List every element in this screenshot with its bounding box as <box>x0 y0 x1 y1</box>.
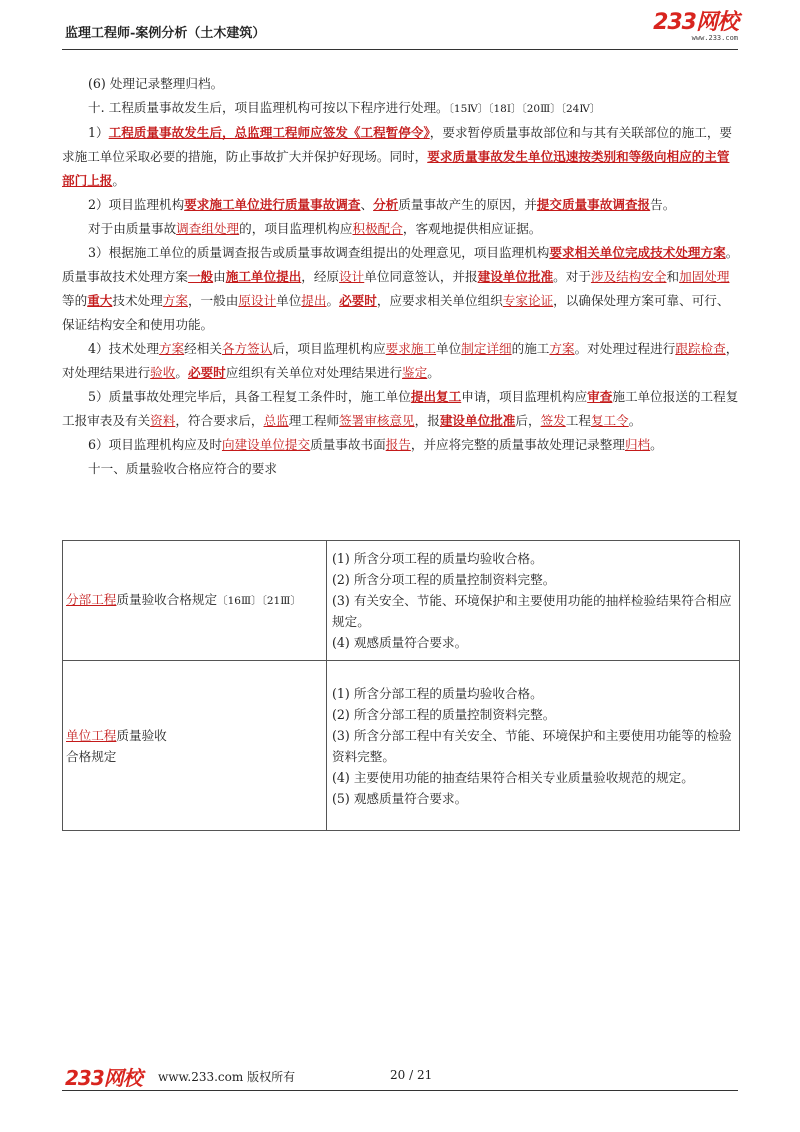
table-cell-subdivision-items <box>327 541 740 661</box>
paragraph-step-6: 6）项目监理机构应及时向建设单位提交质量事故书面报告，并应将完整的质量事故处理记录整理归档。 <box>88 437 663 452</box>
table-row <box>63 661 740 831</box>
document-title: 监理工程师-案例分析（土木建筑） <box>65 26 266 41</box>
paragraph-step-3: 3）根据施工单位的质量调查报告或质量事故调查组提出的处理意见，项目监理机构要求相关单位完成技术处理方案。质量事故技术处理方案一般由施工单位提出，经原设计单位同意签认，并报建设单位批准。对于涉及结构安全和加固处理等的重大技术处理方案，一般由原设计单位提出。必要时，应要求相关单位组织专家论证，以确保处理方案可靠、可行、保证结构安全和使用功能。 <box>62 245 739 332</box>
page-body <box>62 72 740 481</box>
logo-text: 233网校 <box>653 10 738 35</box>
list-item: (1) 所含分部工程的质量均验收合格。 <box>332 685 543 701</box>
paragraph-step-1: 1）工程质量事故发生后，总监理工程师应签发《工程暂停令》，要求暂停质量事故部位和与其有关联部位的施工，要求施工单位采取必要的措施，防止事故扩大并保护好现场。同时，要求质量事故发生单位迅速按类别和等级向相应的主管部门上报。 <box>62 125 732 188</box>
list-item: (2) 所含分项工程的质量控制资料完整。 <box>332 572 556 587</box>
list-item: (4) 主要使用功能的抽查结果符合相关专业质量验收规范的规定。 <box>332 769 694 785</box>
footer-logo: 233网校 <box>65 1066 142 1090</box>
table-row <box>63 541 740 661</box>
list-item: (5) 观感质量符合要求。 <box>332 790 468 806</box>
paragraph-step-4: 4）技术处理方案经相关各方签认后，项目监理机构应要求施工单位制定详细的施工方案。对处理过程进行跟踪检查，对处理结果进行验收。必要时应组织有关单位对处理结果进行鉴定。 <box>62 341 739 380</box>
table-cell-subdivision: 分部工程质量验收合格规定〔16Ⅲ〕〔21Ⅲ〕 <box>63 541 327 661</box>
footer-copyright: www.233.com 版权所有 <box>158 1070 296 1084</box>
list-item: (3) 有关安全、节能、环境保护和主要使用功能的抽样检验结果符合相应规定。 <box>332 593 732 629</box>
paragraph-investigation: 对于由质量事故调查组处理的，项目监理机构应积极配合，客观地提供相应证据。 <box>88 221 542 236</box>
paragraph-section-11: 十一、质量验收合格应符合的要求 <box>88 461 277 476</box>
list-item: (1) 所含分项工程的质量均验收合格。 <box>332 551 543 566</box>
page-number: 20 / 21 <box>390 1068 433 1082</box>
acceptance-requirements-table <box>62 540 740 831</box>
list-item: (4) 观感质量符合要求。 <box>332 635 468 650</box>
list-item: (2) 所含分部工程的质量控制资料完整。 <box>332 706 556 722</box>
paragraph-section-10: 十. 工程质量事故发生后，项目监理机构可按以下程序进行处理。〔15Ⅳ〕〔18Ⅰ〕〔20Ⅲ〕〔24Ⅳ〕 <box>88 100 601 115</box>
list-item: (3) 所含分部工程中有关安全、节能、环境保护和主要使用功能等的检验资料完整。 <box>332 727 732 764</box>
header-divider <box>62 49 738 50</box>
paragraph-step-2: 2）项目监理机构要求施工单位进行质量事故调查、分析质量事故产生的原因，并提交质量事故调查报告。 <box>88 197 676 212</box>
logo-url: www.233.com <box>691 34 738 42</box>
paragraph-archive: (6) 处理记录整理归档。 <box>88 76 224 91</box>
table-cell-unit-items <box>327 661 740 831</box>
table-cell-unit: 单位工程质量验收 合格规定 <box>63 661 327 831</box>
exam-tags: 〔15Ⅳ〕〔18Ⅰ〕〔20Ⅲ〕〔24Ⅳ〕 <box>448 103 601 115</box>
paragraph-step-5: 5）质量事故处理完毕后，具备工程复工条件时，施工单位提出复工申请，项目监理机构应审查施工单位报送的工程复工报审表及有关资料，符合要求后，总监理工程师签署审核意见，报建设单位批准后，签发工程复工令。 <box>62 389 739 428</box>
brand-logo <box>653 12 738 42</box>
footer-divider <box>62 1090 738 1091</box>
